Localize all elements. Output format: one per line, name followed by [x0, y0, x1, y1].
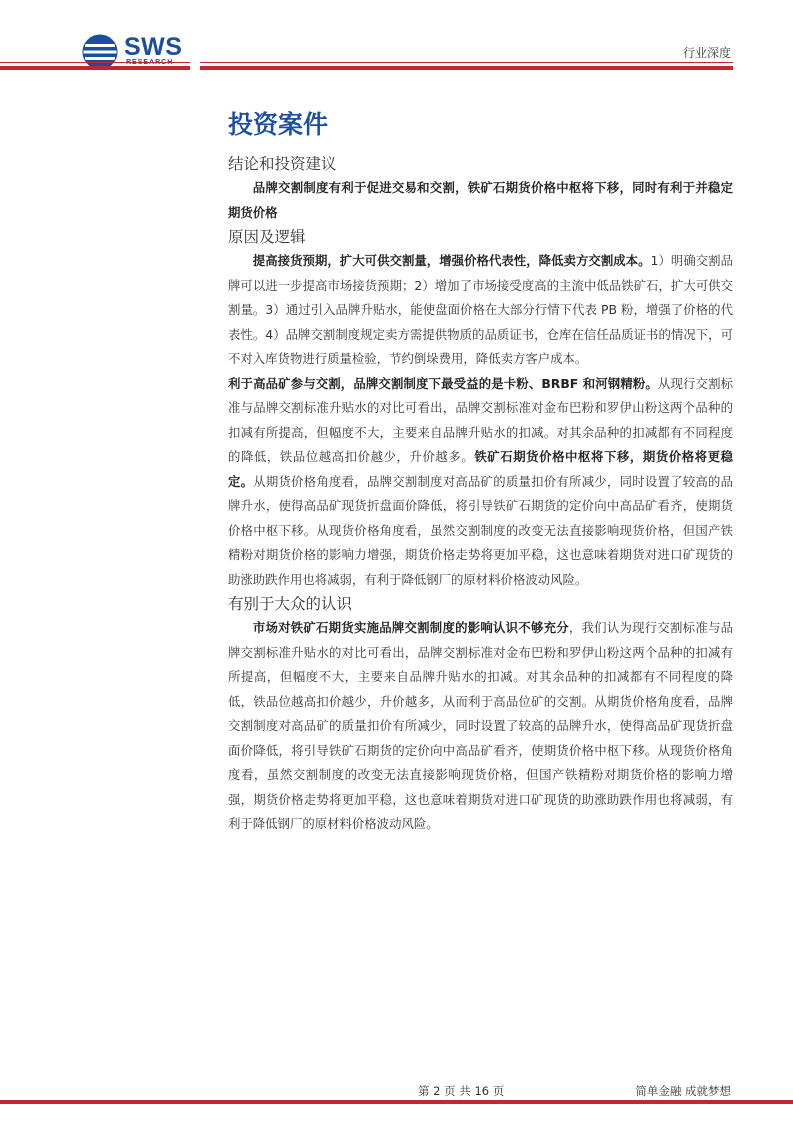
section-heading-conclusion: 结论和投资建议: [228, 155, 337, 173]
sws-logo-icon: [82, 34, 122, 70]
logic-paragraph-1: [228, 249, 733, 372]
conclusion-paragraph: 品牌交割制度有利于促进交易和交割，铁矿石期货价格中枢将下移，同时有利于并稳定期货价格: [228, 180, 733, 220]
report-type-tag: 行业深度: [682, 46, 731, 60]
footer-rule: [0, 1100, 793, 1104]
page-header: [0, 0, 793, 80]
logo-text: SWS: [124, 33, 183, 61]
footer-slogan: 简单金融 成就梦想: [635, 1084, 731, 1098]
logic-p1-lead: 提高接货预期，扩大可供交割量，增强价格代表性，降低卖方交割成本。: [252, 253, 651, 268]
header-rule-thin-right: [200, 62, 733, 63]
logic-p2-body: 从现行交割标准与品牌交割标准升贴水的对比可看出，品牌交割标准对金布巴粉和罗伊山粉这两个品种的扣减有所提高，但幅度不大，主要来自品牌升贴水的扣减。对其余品种的扣减都有不同程度的降低，铁品位越高扣价越少，升价越多。: [228, 375, 734, 464]
logic-paragraph-2: [228, 372, 733, 593]
differentiated-view-body: ，我们认为现行交割标准与品牌交割标准升贴水的对比可看出，品牌交割标准对金布巴粉和罗伊山粉这两个品种的扣减有所提高，但幅度不大，主要来自品牌升贴水的扣减。对其余品种的扣减都有不同程度的降低，铁品位越高扣价越少，升价越多，从而利于高品位矿的交割。从期货价格角度看，品牌交割制度对高品矿的质量扣价有所减少，同时设置了较高的品牌升水，使得高品矿现货折盘面价降低，将引导铁矿石期货的定价向中高品矿看齐，使期货价格中枢下移。从现货价格角度看，虽然交割制度的改变无法直接影响现货价格，但国产铁精粉对期货价格的影响力增强，期货价格走势将更加平稳，这也意味着期货对进口矿现货的助涨助跌作用也将减弱，有利于降低钢厂的原材料价格波动风险。: [228, 620, 734, 831]
page-number: 第 2 页 共 16 页: [418, 1084, 505, 1098]
differentiated-view-paragraph: [228, 616, 733, 837]
section-heading-differentiated-view: 有别于大众的认识: [228, 595, 353, 613]
logic-p2-lead-2: 铁矿石期货价格中枢将下移，期货价格将更稳定。: [228, 449, 734, 489]
section-heading-logic: 原因及逻辑: [228, 228, 306, 246]
header-rule-thick-right: [200, 66, 733, 70]
main-content: [228, 108, 733, 837]
sws-logo: [82, 34, 192, 70]
logic-p2-body-2: 从期货价格角度看，品牌交割制度对高品矿的质量扣价有所减少，同时设置了较高的品牌升水，使得高品矿现货折盘面价降低，将引导铁矿石期货的定价向中高品矿看齐，使期货价格中枢下移。从现货价格角度看，虽然交割制度的改变无法直接影响现货价格，但国产铁精粉对期货价格的影响力增强，期货价格走势将更加平稳，这也意味着期货对进口矿现货的助涨助跌作用也将减弱，有利于降低钢厂的原材料价格波动风险。: [228, 473, 734, 587]
header-rule-thick-left: [0, 66, 190, 70]
page-title: 投资案件: [228, 110, 329, 139]
logic-p1-body: 1）明确交割品牌可以进一步提高市场接货预期；2）增加了市场接受度高的主流中低品铁矿石，扩大可供交割量。3）通过引入品牌升贴水，能使盘面价格在大部分行情下代表 PB 粉，增强了价格的代表性。4）品牌交割制度规定卖方需提供物质的品质证书，仓库在信任品质证书的情况下，可不对入库货物进行质量检验，节约倒垛费用，降低卖方客户成本。: [228, 253, 734, 366]
logic-p2-lead: 利于高品矿参与交割，品牌交割制度下最受益的是卡粉、BRBF 和河钢精粉。: [228, 375, 658, 391]
header-rule-thin-left: [0, 62, 190, 63]
differentiated-view-lead: 市场对铁矿石期货实施品牌交割制度的影响认识不够充分: [252, 620, 569, 635]
